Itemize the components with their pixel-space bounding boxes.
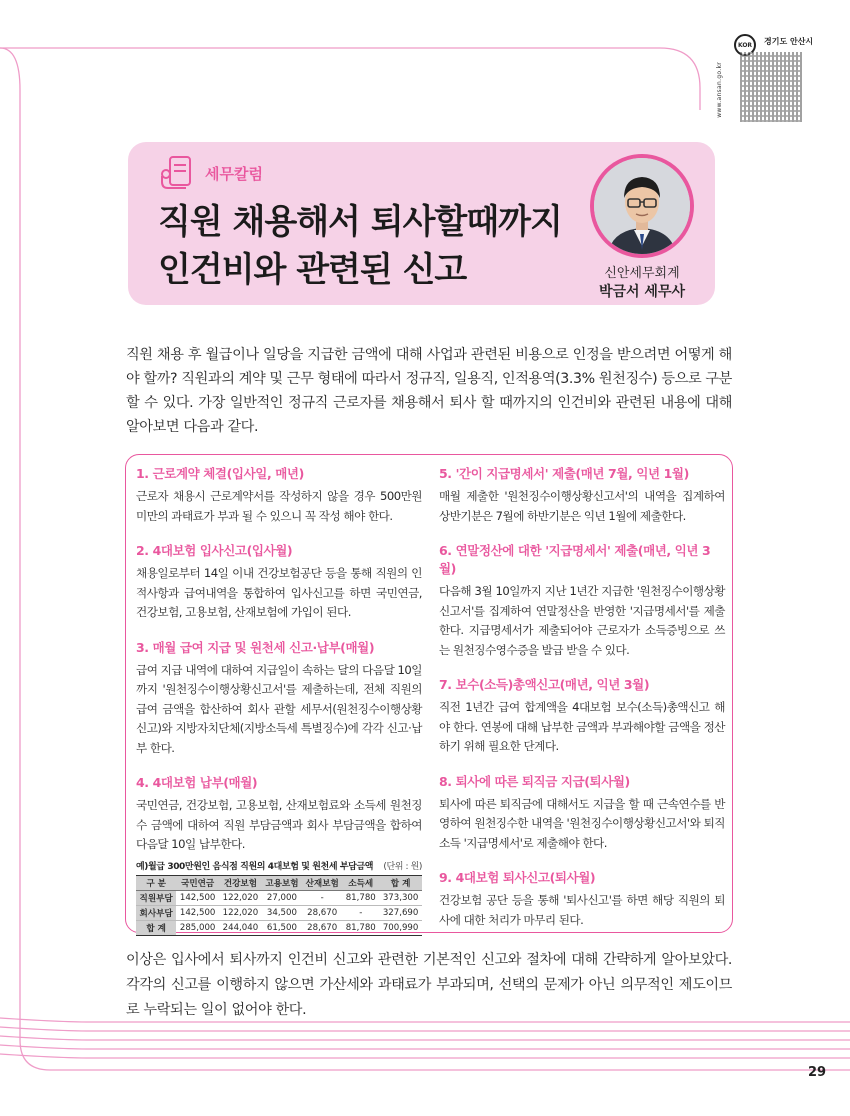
author-name: 박금서 세무사 bbox=[598, 284, 686, 300]
table-cell: 28,670 bbox=[302, 920, 342, 935]
author-organization: 신안세무회계 bbox=[604, 266, 680, 281]
step-title: 5. '간이 지급명세서' 제출(매년 7월, 익년 1월) bbox=[439, 466, 689, 481]
table-header-cell: 합 계 bbox=[379, 875, 422, 890]
step-1 bbox=[136, 465, 422, 526]
table-caption-text: 예)월급 300만원인 음식점 직원의 4대보험 및 원천세 부담금액 bbox=[136, 861, 374, 872]
table-cell: 244,040 bbox=[219, 920, 262, 935]
table-header-cell: 고용보험 bbox=[262, 875, 302, 890]
intro-paragraph: 직원 채용 후 월급이나 일당을 지급한 금액에 대해 사업과 관련된 비용으로 인정을 받으려면 어떻게 해야 할까? 직원과의 계약 및 근무 형태에 따라서 정규직, 일용직, 인적용역(3.3% 원천징수) 등으로 구분할 수 있다. 가장 일반적인 정규직 근로자를 채용해서 퇴사 할 때까지의 인건비와 관련된 내용에 대해 알아보면 다음과 같다. bbox=[126, 347, 732, 435]
tax-burden-table bbox=[136, 875, 422, 936]
column-document-icon bbox=[158, 152, 198, 192]
step-title: 9. 4대보험 퇴사신고(퇴사월) bbox=[439, 870, 596, 885]
section-tag: 세무칼럼 bbox=[205, 165, 263, 183]
step-9 bbox=[439, 869, 725, 930]
table-header-cell: 소득세 bbox=[342, 875, 379, 890]
table-caption bbox=[136, 859, 422, 872]
table-cell: 285,000 bbox=[176, 920, 219, 935]
kor-badge: KOR bbox=[734, 34, 756, 56]
table-cell: - bbox=[342, 905, 379, 920]
table-row-label: 직원부담 bbox=[136, 890, 176, 905]
step-3 bbox=[136, 639, 422, 759]
table-header-cell: 산재보험 bbox=[302, 875, 342, 890]
step-2 bbox=[136, 542, 422, 623]
table-header-row bbox=[136, 875, 422, 890]
table-cell: 373,300 bbox=[379, 890, 422, 905]
steps-panel bbox=[125, 454, 733, 933]
table-cell: 142,500 bbox=[176, 905, 219, 920]
table-cell: 327,690 bbox=[379, 905, 422, 920]
table-row bbox=[136, 890, 422, 905]
step-title: 3. 매월 급여 지급 및 원천세 신고·납부(매월) bbox=[136, 639, 375, 655]
table-cell: 34,500 bbox=[262, 905, 302, 920]
step-body: 건강보험 공단 등을 통해 '퇴사신고'를 하면 해당 직원의 퇴사에 대한 처리가 마무리 된다. bbox=[439, 893, 725, 927]
step-title: 2. 4대보험 입사신고(입사월) bbox=[136, 543, 293, 558]
page-number: 29 bbox=[808, 1065, 827, 1080]
table-cell: 700,990 bbox=[379, 920, 422, 935]
page-title bbox=[158, 198, 562, 294]
step-body: 급여 지급 내역에 대하여 지급일이 속하는 달의 다음달 10일까지 '원천징수이행상황신고서'를 제출하는데, 전체 직원의 급여 금액을 합산하여 회사 관할 세무서(원천징수이행상황신고)와 지방자치단체(지방소득세 특별징수)에 각각 신고·납부 한다. bbox=[136, 662, 422, 755]
steps-column-right bbox=[439, 465, 725, 946]
conclusion-paragraph: 이상은 입사에서 퇴사까지 인건비 신고와 관련한 기본적인 신고와 절차에 대해 간략하게 알아보았다. 각각의 신고를 이행하지 않으면 가산세와 과태료가 부과되며, 선택의 문제가 아닌 의무적인 제도이므로 누락되는 일이 없어야 한다. bbox=[126, 952, 732, 1018]
table-header-cell: 국민연금 bbox=[176, 875, 219, 890]
steps-column-left bbox=[136, 465, 422, 936]
step-body: 매월 제출한 '원천징수이행상황신고서'의 내역을 집계하여 상반기분은 7월에 하반기분은 익년 1월에 제출한다. bbox=[439, 489, 725, 523]
step-body: 퇴사에 따른 퇴직금에 대해서도 지급을 할 때 근속연수를 반영하여 원천징수한 내역을 '원천징수이행상황신고서'와 퇴직소득 '지급명세서'로 제출해야 한다. bbox=[439, 796, 725, 850]
table-cell: 122,020 bbox=[219, 890, 262, 905]
table-cell: 142,500 bbox=[176, 890, 219, 905]
step-title: 6. 연말정산에 대한 '지급명세서' 제출(매년, 익년 3월) bbox=[439, 543, 711, 576]
step-6 bbox=[439, 542, 725, 660]
table-row bbox=[136, 905, 422, 920]
table-unit: (단위 : 원) bbox=[383, 861, 422, 872]
step-title: 7. 보수(소득)총액신고(매년, 익년 3월) bbox=[439, 677, 650, 692]
qr-region-label: 경기도 안산시 bbox=[764, 37, 814, 46]
qr-url: www.ansan.go.kr bbox=[716, 62, 723, 118]
table-cell: 81,780 bbox=[342, 920, 379, 935]
step-body: 국민연금, 건강보험, 고용보험, 산재보험료와 소득세 원천징수 금액에 대하여 직원 부담금액과 회사 부담금액을 합하여 다음달 10일 납부한다. bbox=[136, 798, 422, 851]
table-cell: 122,020 bbox=[219, 905, 262, 920]
step-7 bbox=[439, 676, 725, 757]
table-row-label: 합 계 bbox=[136, 920, 176, 935]
table-row-label: 회사부담 bbox=[136, 905, 176, 920]
table-header-cell: 건강보험 bbox=[219, 875, 262, 890]
step-8 bbox=[439, 773, 725, 854]
author-avatar bbox=[590, 154, 694, 258]
table-cell: 28,670 bbox=[302, 905, 342, 920]
step-title: 4. 4대보험 납부(매월) bbox=[136, 775, 258, 790]
table-row bbox=[136, 920, 422, 935]
qr-code-icon bbox=[740, 52, 802, 122]
step-5 bbox=[439, 465, 725, 526]
step-title: 8. 퇴사에 따른 퇴직금 지급(퇴사월) bbox=[439, 773, 630, 789]
step-4 bbox=[136, 774, 422, 855]
title-line-1: 직원 채용해서 퇴사할때까지 bbox=[158, 202, 562, 242]
step-body: 근로자 채용시 근로계약서를 작성하지 않을 경우 500만원 미만의 과태료가 부과 될 수 있으니 꼭 작성 해야 한다. bbox=[136, 489, 422, 523]
step-body: 직전 1년간 급여 합계액을 4대보험 보수(소득)총액신고 해야 한다. 연봉에 대해 납부한 금액과 부과해야할 금액을 정산하기 위해 필요한 단계다. bbox=[439, 700, 725, 753]
table-header-cell: 구 분 bbox=[136, 875, 176, 890]
table-cell: 61,500 bbox=[262, 920, 302, 935]
qr-code-block bbox=[712, 32, 824, 122]
table-cell: 81,780 bbox=[342, 890, 379, 905]
step-title: 1. 근로계약 체결(입사일, 매년) bbox=[136, 466, 304, 481]
step-body: 채용일로부터 14일 이내 건강보험공단 등을 통해 직원의 인적사항과 급여내역을 통합하여 입사신고를 하면 국민연금, 건강보험, 고용보험, 산재보험에 가입이 된다. bbox=[136, 566, 422, 619]
author-portrait-icon bbox=[594, 158, 690, 254]
step-body: 다음해 3월 10일까지 지난 1년간 지급한 '원천징수이행상황신고서'를 집계하여 연말정산을 반영한 '지급명세서'를 제출한다. 지급명세서가 제출되어야 근로자가 소득증빙으로 쓰는 원천징수영수증을 발급 받을 수 있다. bbox=[439, 584, 725, 657]
table-cell: 27,000 bbox=[262, 890, 302, 905]
table-cell: - bbox=[302, 890, 342, 905]
title-line-2: 인건비와 관련된 신고 bbox=[158, 250, 467, 290]
